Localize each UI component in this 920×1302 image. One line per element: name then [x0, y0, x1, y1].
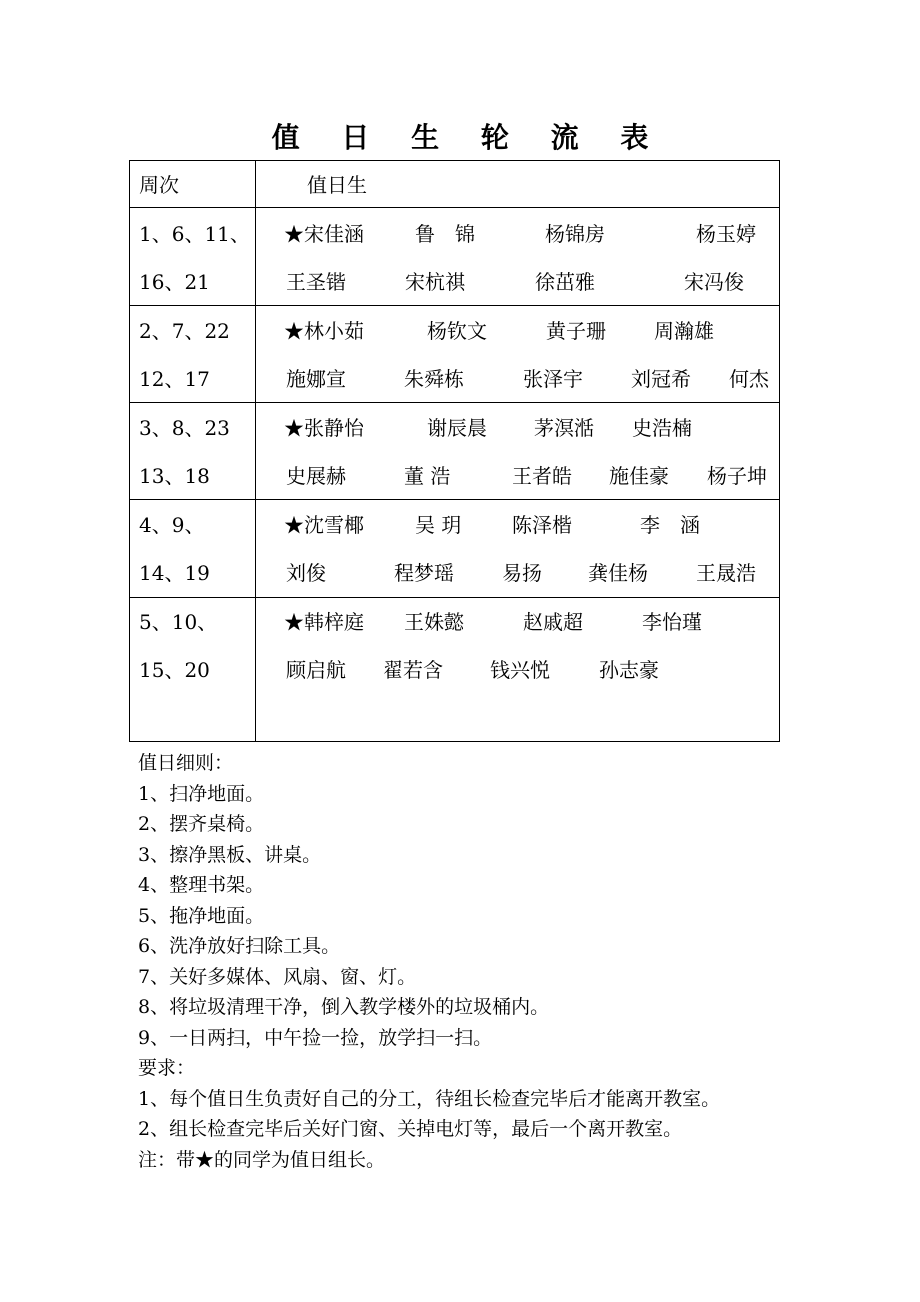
row-divider	[129, 207, 780, 208]
student-name: 杨锦房	[545, 222, 605, 246]
student-name: 施娜宣	[286, 367, 346, 391]
weeks-label: 1、6、11、	[139, 222, 250, 246]
leader-name: ★沈雪椰	[284, 513, 364, 537]
rule-item: 6、洗净放好扫除工具。	[138, 935, 341, 957]
column-divider	[255, 160, 256, 742]
student-name: 王姝懿	[404, 610, 464, 634]
requirements-heading: 要求：	[138, 1057, 196, 1079]
weeks-label: 15、20	[139, 658, 210, 682]
student-name: 杨子坤	[707, 464, 767, 488]
student-name: 何杰	[729, 367, 769, 391]
student-name: 李怡瑾	[642, 610, 702, 634]
row-divider	[129, 305, 780, 306]
notes-section	[138, 748, 720, 1175]
weeks-label: 13、18	[139, 464, 210, 488]
student-name: 黄子珊	[546, 319, 606, 343]
student-name: 谢辰晨	[427, 416, 487, 440]
duty-table	[129, 160, 780, 742]
student-name: 刘俊	[286, 561, 326, 585]
student-name: 孙志豪	[599, 658, 659, 682]
student-name: 赵戚超	[523, 610, 583, 634]
student-name: 王者皓	[512, 464, 572, 488]
student-name: 史展赫	[286, 464, 346, 488]
table-border-right	[779, 160, 780, 742]
weeks-label: 3、8、23	[139, 416, 230, 440]
student-name: 翟若含	[383, 658, 443, 682]
student-name: 钱兴悦	[490, 658, 550, 682]
rule-item: 9、一日两扫，中午捡一捡，放学扫一扫。	[138, 1026, 493, 1049]
student-name: 茅溟湉	[534, 416, 594, 440]
student-name: 史浩楠	[632, 416, 692, 440]
leader-name: ★张静怡	[284, 416, 364, 440]
weeks-label: 4、9、	[139, 513, 205, 537]
weeks-label: 12、17	[139, 367, 210, 391]
student-name: 施佳豪	[609, 464, 669, 488]
student-name: 董 浩	[404, 464, 451, 488]
student-name: 易扬	[502, 561, 542, 585]
requirement-item: 1、每个值日生负责好自己的分工，待组长检查完毕后才能离开教室。	[138, 1087, 721, 1110]
rule-item: 4、整理书架。	[138, 874, 265, 896]
student-name: 朱舜栋	[404, 367, 464, 391]
student-name: 宋杭祺	[405, 270, 465, 294]
student-name: 宋冯俊	[684, 270, 744, 294]
rule-item: 8、将垃圾清理干净，倒入教学楼外的垃圾桶内。	[138, 996, 550, 1018]
student-name: 杨钦文	[427, 319, 487, 343]
rule-item: 1、扫净地面。	[138, 782, 265, 805]
student-name: 陈泽楷	[512, 513, 572, 537]
row-divider	[129, 499, 780, 500]
row-divider	[129, 597, 780, 598]
student-name: 王圣锴	[286, 270, 346, 294]
footnote: 注：带★的同学为值日组长。	[138, 1148, 386, 1171]
student-name: 周瀚雄	[654, 319, 714, 343]
rule-item: 7、关好多媒体、风扇、窗、灯。	[138, 965, 417, 988]
rules-heading: 值日细则：	[138, 752, 234, 774]
student-name: 鲁 锦	[415, 222, 475, 246]
student-name: 吴 玥	[415, 513, 462, 537]
weeks-label: 16、21	[139, 270, 210, 294]
table-border-left	[129, 160, 130, 742]
leader-name: ★宋佳涵	[284, 222, 364, 246]
weeks-label: 2、7、22	[139, 319, 230, 343]
student-name: 王晟浩	[696, 561, 756, 585]
student-name: 李 涵	[640, 513, 700, 537]
rule-item: 2、摆齐桌椅。	[138, 813, 265, 835]
requirement-item: 2、组长检查完毕后关好门窗、关掉电灯等，最后一个离开教室。	[138, 1118, 683, 1140]
rule-item: 5、拖净地面。	[138, 904, 265, 927]
leader-name: ★韩梓庭	[284, 610, 364, 634]
student-name: 程梦瑶	[394, 561, 454, 585]
weeks-label: 5、10、	[139, 610, 218, 634]
weeks-label: 14、19	[139, 561, 210, 585]
student-name: 龚佳杨	[588, 561, 648, 585]
leader-name: ★林小茹	[284, 319, 364, 343]
row-divider	[129, 402, 780, 403]
rule-item: 3、擦净黑板、讲桌。	[138, 843, 322, 866]
page-title: 值 日 生 轮 流 表	[271, 121, 665, 154]
table-border-bottom	[129, 741, 780, 742]
student-name: 顾启航	[286, 658, 346, 682]
student-name: 刘冠希	[631, 367, 691, 391]
student-name: 杨玉婷	[696, 222, 756, 246]
header-week: 周次	[139, 173, 179, 197]
student-name: 张泽宇	[523, 367, 583, 391]
table-border-top	[129, 160, 780, 161]
student-name: 徐茁雅	[535, 270, 595, 294]
header-duty: 值日生	[307, 173, 367, 197]
